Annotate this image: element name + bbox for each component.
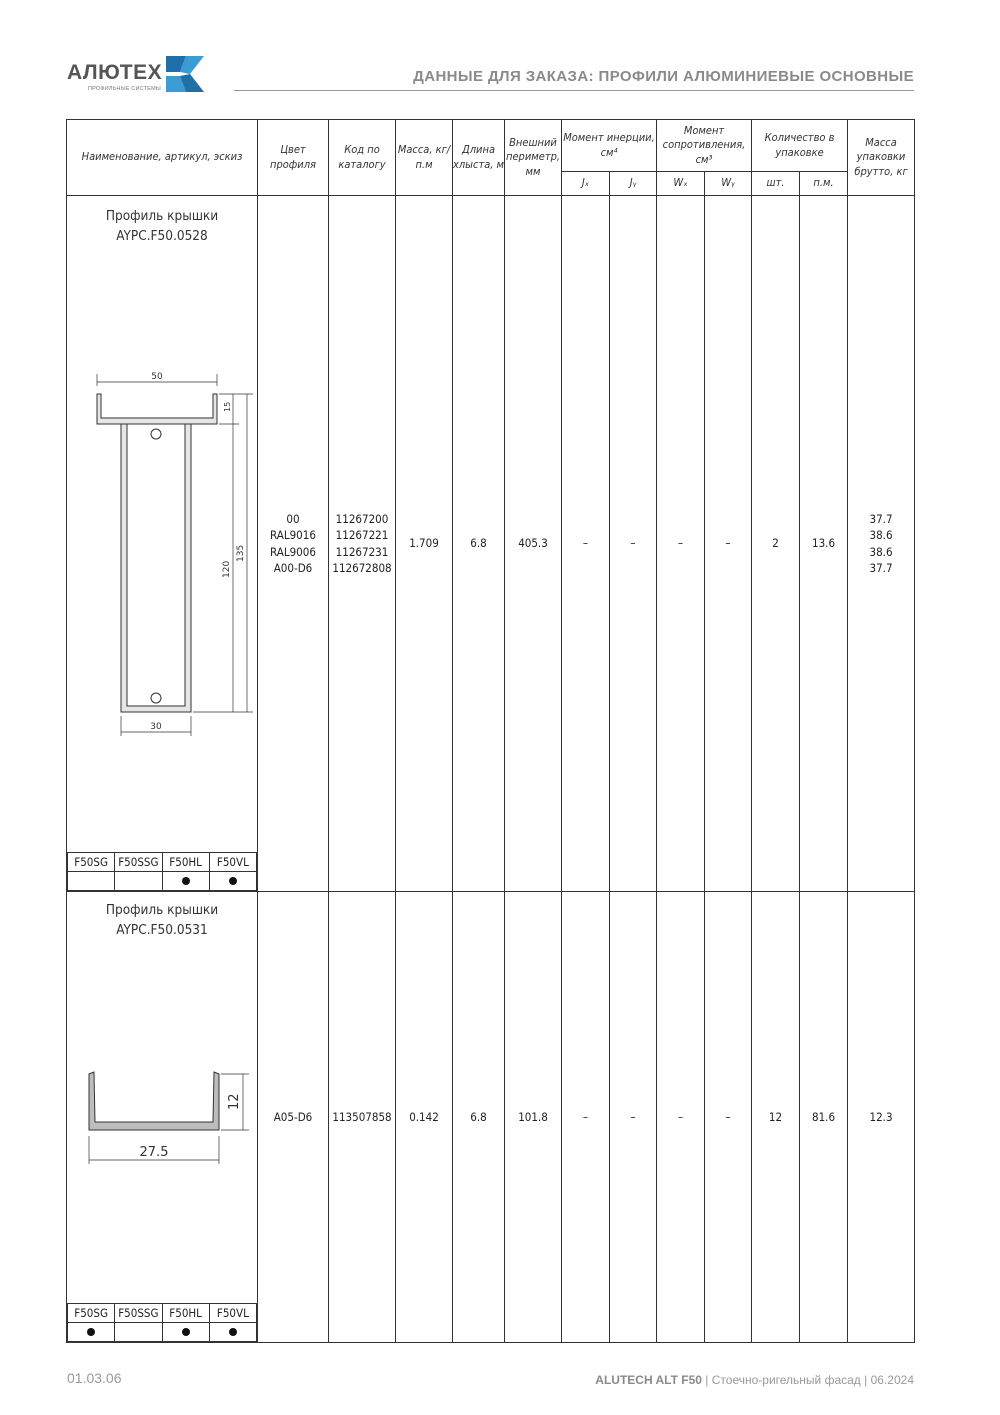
perimeter-cell: 101.8 [505, 892, 562, 1343]
system-mark [162, 1323, 209, 1342]
system-label: F50VL [209, 853, 256, 872]
header-pm: п.м. [800, 172, 848, 196]
availability-dot-icon [182, 877, 190, 885]
wy-cell: – [705, 196, 752, 892]
header-inertia: Момент инерции, см⁴ [562, 120, 657, 172]
availability-dot-icon [229, 877, 237, 885]
pcs-cell: 12 [752, 892, 800, 1343]
profile-name: Профиль крышки AYPC.F50.0531 [105, 902, 219, 938]
profile-cell [67, 196, 258, 892]
table-row [67, 196, 915, 892]
profile-sketch-0531 [67, 892, 258, 1312]
header-gross-mass: Масса упаковки брутто, кг [848, 120, 915, 196]
availability-dot-icon [182, 1328, 190, 1336]
perimeter-cell: 405.3 [505, 196, 562, 892]
system-label: F50SSG [115, 1304, 162, 1323]
header-divider [234, 90, 914, 91]
header-color: Цвет профиля [258, 120, 329, 196]
footer-info [595, 1373, 914, 1387]
page-number: 01.03.06 [67, 1370, 122, 1386]
header-wy: Wᵧ [705, 172, 752, 196]
pcs-cell: 2 [752, 196, 800, 892]
order-data-table [66, 119, 915, 1343]
system-mark [209, 872, 256, 891]
header-pcs: шт. [752, 172, 800, 196]
dim-inner-height: 120 [222, 560, 232, 578]
header-length: Длина хлыста, м [453, 120, 505, 196]
logo-subtitle: ПРОФИЛЬНЫЕ СИСТЕМЫ [88, 86, 161, 92]
header-mass: Масса, кг/п.м [396, 120, 453, 196]
mass-cell: 1.709 [396, 196, 453, 892]
jy-cell: – [610, 196, 657, 892]
header-perimeter: Внешний периметр, мм [505, 120, 562, 196]
header-wx: Wₓ [657, 172, 705, 196]
dim-top-width: 50 [151, 372, 163, 382]
wx-cell: – [657, 196, 705, 892]
code-cell: 11267200 11267221 11267231 112672808 [329, 196, 396, 892]
jy-cell: – [610, 892, 657, 1343]
system-label: F50SSG [115, 853, 162, 872]
system-mark [68, 1323, 115, 1342]
dim-width: 27.5 [139, 1145, 169, 1160]
dim-height: 12 [227, 1093, 242, 1110]
footer-separator: | [860, 1373, 871, 1387]
pm-cell: 13.6 [800, 196, 848, 892]
footer-brand: ALUTECH ALT F50 [595, 1373, 702, 1387]
systems-table [67, 852, 257, 891]
system-label: F50HL [162, 1304, 209, 1323]
table-row [67, 892, 915, 1343]
header-code: Код по каталогу [329, 120, 396, 196]
jx-cell: – [562, 892, 610, 1343]
availability-dot-icon [229, 1328, 237, 1336]
length-cell: 6.8 [453, 892, 505, 1343]
header-resistance: Момент сопротивления, см³ [657, 120, 752, 172]
profile-name: Профиль крышки AYPC.F50.0528 [105, 208, 219, 244]
pm-cell: 81.6 [800, 892, 848, 1343]
system-mark [68, 872, 115, 891]
availability-dot-icon [87, 1328, 95, 1336]
jx-cell: – [562, 196, 610, 892]
color-cell: A05-D6 [258, 892, 329, 1343]
wy-cell: – [705, 892, 752, 1343]
system-mark [115, 1323, 162, 1342]
system-mark [162, 872, 209, 891]
header-name: Наименование, артикул, эскиз [67, 120, 258, 196]
dim-bottom-width: 30 [150, 722, 162, 732]
system-mark [115, 872, 162, 891]
dim-outer-height: 135 [236, 544, 246, 562]
system-label: F50SG [68, 853, 115, 872]
system-label: F50SG [68, 1304, 115, 1323]
systems-table [67, 1303, 257, 1342]
profile-cell [67, 892, 258, 1343]
page-title: ДАННЫЕ ДЛЯ ЗАКАЗА: ПРОФИЛИ АЛЮМИНИЕВЫЕ ОСНОВНЫЕ [413, 68, 914, 85]
dim-small: 15 [223, 401, 232, 412]
footer-date: 06.2024 [870, 1373, 914, 1387]
alutech-logo-icon [164, 54, 206, 94]
footer-description: Стоечно-ригельный фасад [711, 1373, 861, 1387]
gross-cell: 37.7 38.6 38.6 37.7 [848, 196, 915, 892]
system-label: F50VL [209, 1304, 256, 1323]
header-quantity: Количество в упаковке [752, 120, 848, 172]
system-mark [209, 1323, 256, 1342]
footer-separator: | [701, 1373, 712, 1387]
header-jx: Jₓ [562, 172, 610, 196]
profile-sketch-0528 [67, 196, 258, 856]
wx-cell: – [657, 892, 705, 1343]
color-cell: 00 RAL9016 RAL9006 A00-D6 [258, 196, 329, 892]
length-cell: 6.8 [453, 196, 505, 892]
mass-cell: 0.142 [396, 892, 453, 1343]
header-jy: Jᵧ [610, 172, 657, 196]
system-label: F50HL [162, 853, 209, 872]
code-cell: 113507858 [329, 892, 396, 1343]
logo-text: АЛЮТЕХ [67, 61, 163, 84]
gross-cell: 12.3 [848, 892, 915, 1343]
